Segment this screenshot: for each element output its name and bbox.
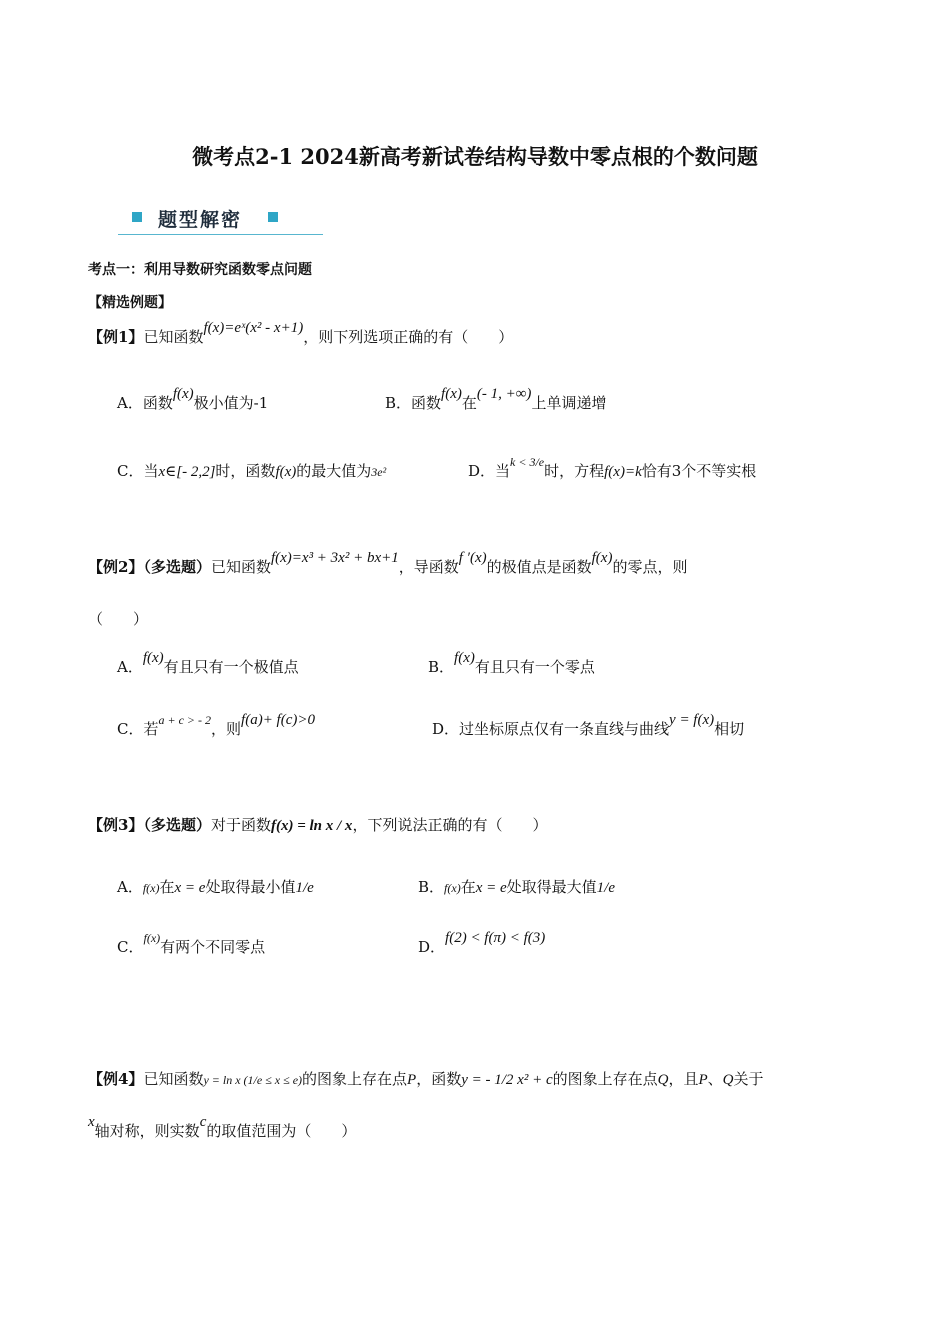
question-type: （多选题）: [143, 558, 211, 576]
option-text: 有两个不同零点: [160, 938, 266, 956]
option-label: D．: [418, 938, 446, 956]
option-label: B．函数: [385, 394, 442, 412]
option-label: A．: [117, 878, 143, 896]
formula: P: [407, 1072, 417, 1088]
formula: 1/e: [295, 880, 314, 896]
option-b: [428, 650, 595, 677]
option-text: 处取得最小值: [205, 878, 296, 896]
stem-text: 的取值范围为（ ）: [206, 1122, 357, 1140]
formula: f(x): [591, 550, 613, 566]
formula: 3e²: [371, 465, 387, 479]
stem-text: ，下列说法正确的有（ ）: [352, 816, 548, 834]
option-text: 在: [159, 878, 175, 896]
banner-underline: [118, 234, 323, 235]
option-label: A．: [117, 658, 143, 676]
option-text: 恰有3个不等实根: [641, 462, 757, 480]
option-c: [117, 460, 386, 481]
example-label: 【例1】: [88, 328, 144, 346]
option-text: 有且只有一个极值点: [163, 658, 299, 676]
formula: f(x): [142, 881, 160, 895]
formula: (- 1, +∞): [476, 386, 532, 402]
option-text: 在: [460, 878, 476, 896]
formula: f ′(x): [458, 550, 487, 566]
option-b: [418, 876, 615, 897]
stem-text: 的图象上存在点: [302, 1070, 408, 1088]
example-3-stem: [88, 814, 547, 835]
option-label: C．若: [117, 720, 159, 738]
formula: x = e: [174, 880, 206, 896]
option-text: 极小值为-1: [193, 394, 269, 412]
formula: x∈[- 2,2]: [158, 464, 216, 480]
stem-text: 的图象上存在点: [552, 1070, 658, 1088]
banner-text: 题型解密: [158, 209, 243, 231]
formula: f(x)=eˣ(x² - x+1): [203, 320, 304, 336]
formula: f(x): [172, 386, 194, 402]
option-text: 处取得最大值: [506, 878, 597, 896]
question-type: （多选题）: [143, 816, 211, 834]
option-text: 有且只有一个零点: [474, 658, 595, 676]
formula: f(x): [143, 931, 161, 945]
formula: x: [88, 1114, 95, 1130]
example-2-stem: [88, 550, 688, 577]
option-label: C．: [117, 938, 144, 956]
stem-text: 关于: [733, 1070, 764, 1088]
example-4-stem-cont: [88, 1114, 357, 1141]
section-heading: 考点一：利用导数研究函数零点问题: [88, 262, 312, 278]
selected-examples-label: 【精选例题】: [88, 295, 172, 311]
option-label: A．函数: [117, 394, 173, 412]
formula: f(x): [275, 464, 297, 480]
formula: Q: [722, 1072, 734, 1088]
stem-text: 、: [707, 1070, 723, 1088]
square-icon: [132, 212, 142, 222]
stem-text: ，且: [668, 1070, 699, 1088]
formula: f(x): [142, 650, 164, 666]
option-text: 时，函数: [215, 462, 276, 480]
stem-text: 对于函数: [210, 816, 271, 834]
formula: 1/e: [596, 880, 615, 896]
option-text: 上单调递增: [531, 394, 607, 412]
formula: y = f(x): [669, 712, 715, 728]
formula: f(x)=k: [604, 464, 642, 480]
option-label: B．: [418, 878, 445, 896]
formula: f(x): [454, 650, 475, 666]
stem-text: 的极值点是函数: [486, 558, 592, 576]
example-label: 【例3】: [88, 816, 144, 834]
option-a: [117, 386, 269, 413]
stem-text: ，导函数: [398, 558, 459, 576]
formula: f(x): [444, 881, 461, 895]
formula: a + c > - 2: [158, 713, 212, 727]
option-label: B．: [428, 658, 455, 676]
stem-text: 已知函数: [143, 328, 204, 346]
formula: P: [698, 1072, 708, 1088]
option-text: 相切: [714, 720, 745, 738]
option-text: 时，方程: [544, 462, 605, 480]
formula: f(x) = ln x / x: [270, 818, 353, 834]
option-b: [385, 386, 607, 413]
formula: y = - 1/2 x² + c: [461, 1072, 553, 1088]
stem-text: ，则下列选项正确的有（ ）: [303, 328, 514, 346]
formula: y = ln x (1/e ≤ x ≤ e): [203, 1073, 303, 1087]
example-1-stem: [88, 320, 514, 347]
option-d: [468, 455, 757, 481]
section-banner: [118, 205, 323, 235]
formula: f(a)+ f(c)>0: [241, 712, 315, 728]
option-text: 的最大值为: [296, 462, 372, 480]
option-c: [117, 712, 315, 739]
stem-text: 已知函数: [210, 558, 271, 576]
option-label: D．当: [468, 462, 511, 480]
stem-text: ，函数: [416, 1070, 462, 1088]
example-label: 【例4】: [88, 1070, 144, 1088]
formula: x = e: [475, 880, 507, 896]
option-a: [117, 650, 299, 677]
formula: c: [199, 1114, 207, 1130]
page-title: 微考点2-1 2024新高考新试卷结构导数中零点根的个数问题: [192, 144, 758, 169]
option-text: D．过坐标原点仅有一条直线与曲线: [432, 720, 670, 738]
option-d: [432, 712, 745, 739]
formula: Q: [657, 1072, 669, 1088]
option-text: 在: [461, 394, 477, 412]
formula: f(2) < f(π) < f(3): [445, 930, 546, 946]
stem-text: 轴对称，则实数: [94, 1122, 200, 1140]
example-label: 【例2】: [88, 558, 144, 576]
formula: f(x)=x³ + 3x² + bx+1: [270, 550, 399, 566]
example-4-stem: [88, 1068, 764, 1089]
option-d: [418, 930, 546, 957]
option-a: [117, 876, 314, 897]
answer-paren: （ ）: [88, 610, 149, 628]
stem-text: 的零点，则: [612, 558, 688, 576]
stem-text: 已知函数: [143, 1070, 204, 1088]
option-text: ，则: [211, 720, 242, 738]
formula: k < 3/e: [510, 455, 545, 469]
option-c: [117, 931, 266, 957]
option-label: C．当: [117, 462, 159, 480]
formula: f(x): [441, 386, 462, 402]
square-icon: [268, 212, 278, 222]
